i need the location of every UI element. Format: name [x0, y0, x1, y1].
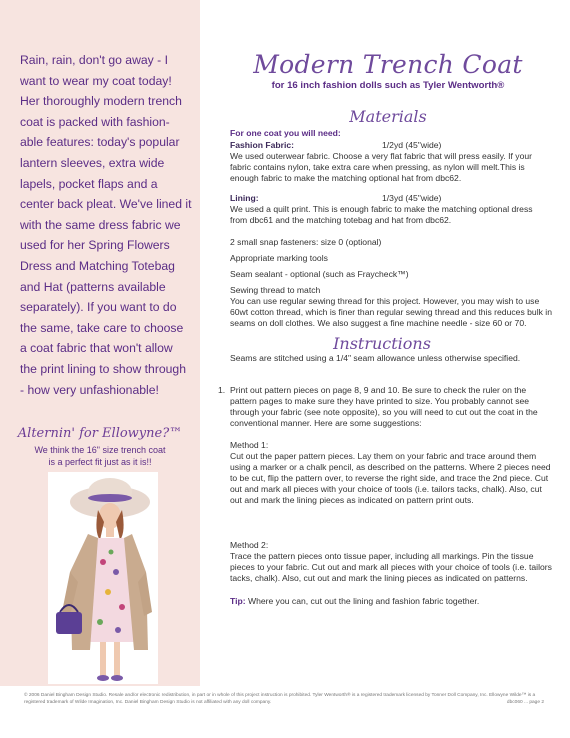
tip-label: Tip: — [230, 596, 246, 606]
intro-text: Rain, rain, don't go away - I want to wear my coat today! Her thoroughly modern trench coat is packed with fashion-able features: today's popular lantern sleeves, extra wide lapels, pocket flaps and a center back pleat. We've lined it with the same dress fabric we used for her Spring Flowers Dress and Matching Totebag and Hat (patterns available separately). If you want to do the same, take care to choose a coat fabric that won't allow the print lining to show through - how very unfashionable! — [20, 53, 192, 397]
step-number: 1. — [218, 385, 226, 395]
fashion-fabric-amount: 1/2yd (45"wide) — [382, 140, 442, 150]
thread-text: You can use regular sewing thread for this project. However, you may wish to use 60wt cotton thread, which is finer than regular sewing thread and this reduces bulk in seams on doll clothes. We also suggest a fine machine needle - size 60 or 70. — [230, 296, 552, 328]
step-1-text: Print out pattern pieces on page 8, 9 and 10. Be sure to check the ruler on the pattern pages to make sure they have printed to size. You probably cannot see through your fabric (see note opposite), so you will need to cut out the coat in the conventional manner. Here are some suggestions: — [230, 385, 538, 428]
method-1-text: Cut out the paper pattern pieces. Lay them on your fabric and trace around them using a marker or a chalk pencil, as described on the patterns. Where 2 pieces need to be cut, flip the pattern over, to reverse the right side, and trace the 2nd piece. Cut out and mark all pieces with your choice of tools (i.e. tailors tacks, chalk). Also, cut out and mark the lining pieces as indicated on pattern print outs. — [230, 451, 551, 505]
instructions-heading: Instructions — [333, 334, 431, 353]
page-subtitle: for 16 inch fashion dolls such as Tyler Wentworth® — [271, 80, 505, 91]
page-title: Modern Trench Coat — [253, 50, 523, 79]
materials-intro: For one coat you will need: — [230, 128, 341, 138]
method-2-text: Trace the pattern pieces onto tissue paper, including all markings. Pin the tissue pieces to your fabric. Cut out and mark all pieces with your choice of tools (i.e. tailors tacks, chalk). Also, cut out and mark the lining pieces as indicated on patterns. — [230, 551, 552, 583]
fashion-fabric-text: We used outerwear fabric. Choose a very flat fabric that will press easily. If your fabric contains nylon, take extra care when pressing, as nylon will melt.This is enough fabric to make the matching optional hat from dbc62. — [230, 151, 533, 183]
fashion-fabric-label: Fashion Fabric: — [230, 140, 294, 150]
tip-line — [230, 596, 552, 607]
marking-item: Appropriate marking tools — [230, 253, 328, 263]
snaps-item: 2 small snap fasteners: size 0 (optional) — [230, 237, 382, 247]
sealant-item: Seam sealant - optional (such as Fraycheck™) — [230, 269, 409, 279]
materials-heading: Materials — [349, 107, 427, 126]
method-2-label: Method 2: — [230, 540, 269, 550]
lining-text: We used a quilt print. This is enough fabric to make the matching optional dress from dbc61 and the matching totebag and hat from dbc62. — [230, 204, 533, 225]
lining-amount: 1/3yd (45"wide) — [382, 193, 442, 203]
copyright-text: © 2006 Daniel Bingham Design Studio. Resale and/or electronic redistribution, in part or in whole of this project instruction is prohibited. Tyler Wentworth® is a registered trademark licensed by Tonner Doll Company, Inc. Ellowyne Wilde™ is a registered trademark of Wilde Imagination, Inc. Daniel Bingham Design Studio is not affiliated with any doll company. — [24, 693, 536, 705]
alternin-note: We think the 16" size trench coat is a perfect fit just as it is!! — [34, 445, 166, 467]
footer — [24, 692, 550, 706]
instructions-intro: Seams are stitched using a 1/4" seam allowance unless otherwise specified. — [230, 353, 521, 363]
method-1-label: Method 1: — [230, 440, 269, 450]
thread-label: Sewing thread to match — [230, 285, 321, 295]
doll-photo — [48, 472, 158, 684]
alternin-heading: Alternin' for Ellowyne?™ — [17, 426, 183, 441]
tip-text: Where you can, cut out the lining and fashion fabric together. — [245, 596, 480, 606]
lining-label: Lining: — [230, 193, 259, 203]
page-number: dbc060 ... page 2 — [506, 700, 544, 705]
